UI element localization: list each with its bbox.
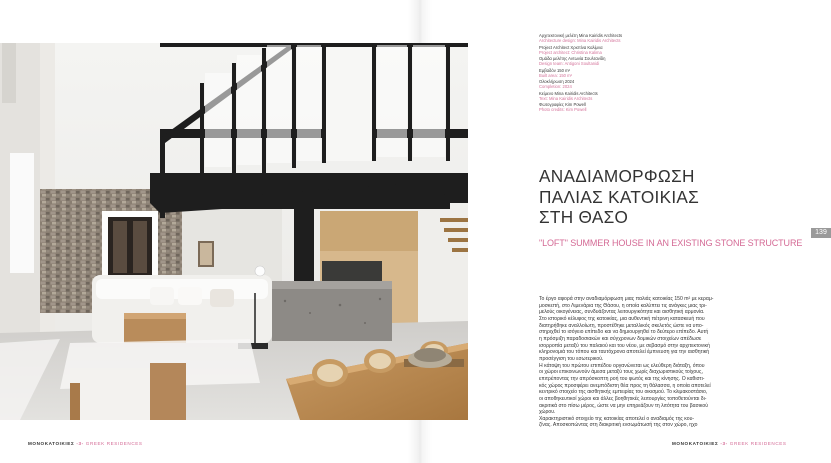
article-body [539, 296, 801, 429]
article-title-line: ΠΑΛΙΑΣ ΚΑΤΟΙΚΙΑΣ [539, 186, 700, 207]
interior-photo [0, 43, 468, 420]
credit-completion [539, 79, 689, 89]
credit-label-en: Project architect: Christina Kalima [539, 49, 602, 55]
credit-design-team [539, 56, 689, 66]
body-line: Στο ιστορικό κέλυφος της κατοικίας, μια αυθεντική πέτρινη κατασκευή που [539, 315, 705, 322]
footer-magazine: ΜΟΝΟΚΑΤΟΙΚΙΕΣ [28, 441, 75, 446]
footer-left [28, 441, 143, 447]
page-number-right: 139 [811, 228, 831, 238]
body-line: ακριτικά στο πίσω μέρος, ώστε να μην επηρεάζουν τη λιτότητα του βασικού [539, 402, 709, 409]
footer-section: GREEK RESIDENCES [85, 441, 143, 446]
footer-right [672, 441, 787, 447]
credit-area [539, 68, 689, 78]
body-line: μελούς οικογένειας, συνδυάζοντας λειτουργικότητα και αισθητική αρμονία. [539, 309, 705, 316]
body-line: ισορροπία μεταξύ του παλαιού και του νέου, με σεβασμό στην αρχιτεκτονική [539, 342, 710, 349]
body-line: οι χώροι επικοινωνούν άμεσα μεταξύ τους χωρίς διαχωριστικούς τοίχους, [539, 369, 703, 376]
credit-label-gr: Κείμενο Mina Kairidis Architects [539, 90, 598, 96]
article-title-line: ΑΝΑΔΙΑΜΟΡΦΩΣΗ [539, 166, 695, 186]
body-line: κός χώρος προσφέρει ανεμπόδιστη θέα προς τη θάλασσα, η οποία αποτελεί [539, 382, 711, 389]
body-line: Το έργο αφορά στην αναδιαμόρφωση μιας παλιάς κατοικίας 150 m² με κεραμ- [539, 296, 714, 302]
body-line: κληρονομιά του τόπου και ταυτόχρονα αποτελεί έμπνευση για την αισθητική [539, 349, 710, 356]
credit-label-gr: Ολοκλήρωση 2024 [539, 79, 575, 84]
credit-label-en: Built area: 150 m² [539, 72, 573, 78]
body-line: διατηρήθηκε αναλλοίωτη, προστέθηκε μεταλλικός σκελετός ώστε να υπο- [539, 322, 704, 329]
body-line: κεντρικό στοιχείο της αισθητικής εμπειρίας του οικισμού. Το κλιμακοστάσιο, [539, 389, 708, 396]
credit-photos [539, 102, 689, 112]
credit-label-gr: Αρχιτεκτονική μελέτη Mina Kairidis Architects [539, 33, 623, 38]
article-subtitle: "LOFT" SUMMER HOUSE IN AN EXISTING STONE STRUCTURE [539, 238, 803, 248]
credit-label-en: Design team: Antigoni Soultanidi [539, 61, 600, 66]
body-line: μοσκεπή, στο Λιμενάρια της Θάσου, η οποία καλύπτει τις ανάγκες μιας τρι- [539, 302, 707, 309]
body-line: Χαρακτηριστικό στοιχείο της κατοικίας αποτελεί ο αναδιαμός της κου- [539, 415, 695, 422]
credit-label-en: Photo credits: Kim Powell [539, 107, 587, 112]
credit-architecture [539, 33, 689, 43]
body-line: επιτρέποντας την απρόσκοπτη ροή του φωτός και της κίνησης. Ο καθιστι- [539, 375, 705, 382]
body-line: οι αποθηκευτικοί χώροι και άλλες βοηθητικές λειτουργίες τοποθετούνται δι- [539, 395, 707, 402]
body-line: χώρου. [539, 409, 556, 416]
footer-separator: -3- [720, 441, 728, 446]
credit-label-gr: Ομάδα μελέτης Αντωνία Σουλτανίδη [539, 56, 606, 61]
project-credits [539, 33, 689, 114]
body-line: ζίνας. Αποσκοπώντας στη διακριτική ενσωμάτωσή της στον χώρο, ηχο [539, 422, 698, 429]
article-title [539, 166, 779, 228]
article-title-line: ΣΤΗ ΘΑΣΟ [539, 207, 629, 227]
body-line: στηριχθεί το ισόγειο επίπεδο και να δημιουργηθεί το δεύτερο επίπεδο. Αυτή [539, 329, 709, 336]
footer-magazine: ΜΟΝΟΚΑΤΟΙΚΙΕΣ [672, 441, 719, 446]
body-line: Η κάτοψη του πρώτου επιπέδου οργανώνεται ως ελεύθερη διάταξη, όπου [539, 362, 705, 369]
credit-label-gr: Φωτογραφίες Kim Powell [539, 102, 586, 107]
credit-label-gr: Εμβαδόν 150 m² [539, 67, 570, 73]
credit-label-en: Completion: 2024 [539, 84, 572, 89]
credit-text [539, 91, 689, 101]
body-line: η πρόσμιξη παραδοσιακών και σύγχρονων δομικών στοιχείων απέδωσε [539, 335, 702, 342]
footer-section: GREEK RESIDENCES [729, 441, 787, 446]
credit-label-gr: Project Architect Χριστίνα Καλίμνα [539, 44, 603, 50]
credit-label-en: Architecture design: Mina Kairidis Architects [539, 38, 621, 43]
credit-label-en: Text: Mina Kairidis Architects [539, 95, 593, 101]
credit-project-architect [539, 45, 689, 55]
body-line: προσέγγιση του εσωτερικού. [539, 355, 604, 362]
footer-separator: -3- [76, 441, 84, 446]
